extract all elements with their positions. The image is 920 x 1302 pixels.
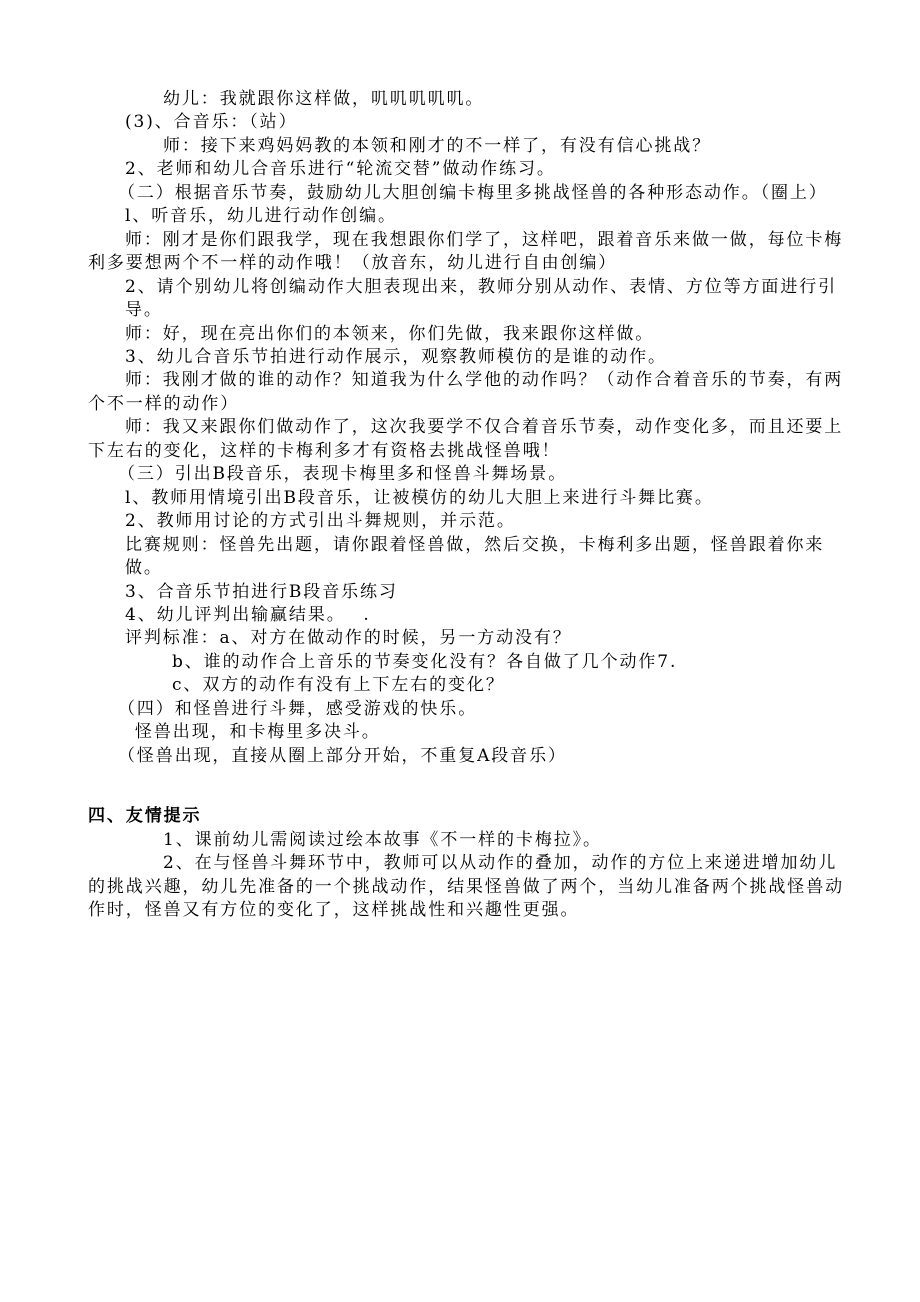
paragraph: 2、教师用讨论的方式引出斗舞规则，并示范。 bbox=[125, 511, 516, 532]
section-4-heading: 四、友情提示 bbox=[88, 806, 202, 827]
paragraph: 幼儿：我就跟你这样做，叽叽叽叽叽。 bbox=[163, 89, 485, 109]
paragraph: l、教师用情境引出B段音乐，让被模仿的幼儿大胆上来进行斗舞比赛。 bbox=[125, 487, 714, 508]
paragraph: 3、幼儿合音乐节拍进行动作展示，观察教师模仿的是谁的动作。 bbox=[125, 346, 667, 367]
paragraph: 比赛规则：怪兽先出题，请你跟着怪兽做，然后交换，卡梅利多出题，怪兽跟着你来做。 bbox=[125, 534, 825, 579]
paragraph: 3、合音乐节拍进行B段音乐练习 bbox=[125, 581, 398, 602]
paragraph: 师：我刚才做的谁的动作？知道我为什么学他的动作吗？（动作合着音乐的节奏，有两个不一样的动作） bbox=[88, 370, 844, 414]
section-heading: （四）和怪兽进行斗舞，感受游戏的快乐。 bbox=[118, 698, 478, 719]
paragraph: (3)、合音乐：（站） bbox=[125, 112, 298, 133]
paragraph: 师：接下来鸡妈妈教的本领和刚才的不一样了，有没有信心挑战？ bbox=[163, 135, 712, 156]
tip-item: 2、在与怪兽斗舞环节中，教师可以从动作的叠加，动作的方位上来递进增加幼儿的挑战兴趣，幼儿先准备的一个挑战动作，结果怪兽做了两个，当幼儿准备两个挑战怪兽动作时，怪兽又有方位的变化了，这样挑战性和兴趣性更强。 bbox=[88, 853, 844, 920]
paragraph: 2、请个别幼儿将创编动作大胆表现出来，教师分别从动作、表情、方位等方面进行引导。 bbox=[125, 276, 838, 321]
document-body bbox=[88, 88, 850, 922]
tip-item: 1、课前幼儿需阅读过绘本故事《不一样的卡梅拉》。 bbox=[163, 829, 602, 850]
paragraph: 师：好，现在亮出你们的本领来，你们先做，我来跟你这样做。 bbox=[125, 323, 655, 344]
paragraph: l、听音乐，幼儿进行动作创编。 bbox=[125, 206, 397, 227]
paragraph: 评判标准：a、对方在做动作的时候，另一方动没有？ bbox=[125, 628, 572, 649]
paragraph: 师：我又来跟你们做动作了，这次我要学不仅合着音乐节奏，动作变化多，而且还要上下左右的变化，这样的卡梅利多才有资格去挑战怪兽哦！ bbox=[88, 417, 844, 461]
paragraph: 师：刚才是你们跟我学，现在我想跟你们学了，这样吧，跟着音乐来做一做，每位卡梅利多要想两个不一样的动作哦！（放音东，幼儿进行自由创编） bbox=[88, 229, 844, 274]
paragraph: 怪兽出现，和卡梅里多决斗。 bbox=[135, 722, 381, 743]
paragraph: b、谁的动作合上音乐的节奏变化没有？各自做了几个动作7. bbox=[172, 651, 678, 672]
paragraph: c、双方的动作有没有上下左右的变化？ bbox=[172, 675, 505, 696]
section-heading: （二）根据音乐节奏，鼓励幼儿大胆创编卡梅里多挑战怪兽的各种形态动作。（圈上） bbox=[118, 182, 828, 203]
paragraph: 2、老师和幼儿合音乐进行“轮流交替”做动作练习。 bbox=[125, 159, 556, 180]
paragraph: 4、幼儿评判出输赢结果。 . bbox=[125, 604, 371, 625]
paragraph: （怪兽出现，直接从圈上部分开始，不重复A段音乐） bbox=[118, 745, 567, 766]
section-heading: （三）引出B段音乐，表现卡梅里多和怪兽斗舞场景。 bbox=[118, 464, 568, 485]
